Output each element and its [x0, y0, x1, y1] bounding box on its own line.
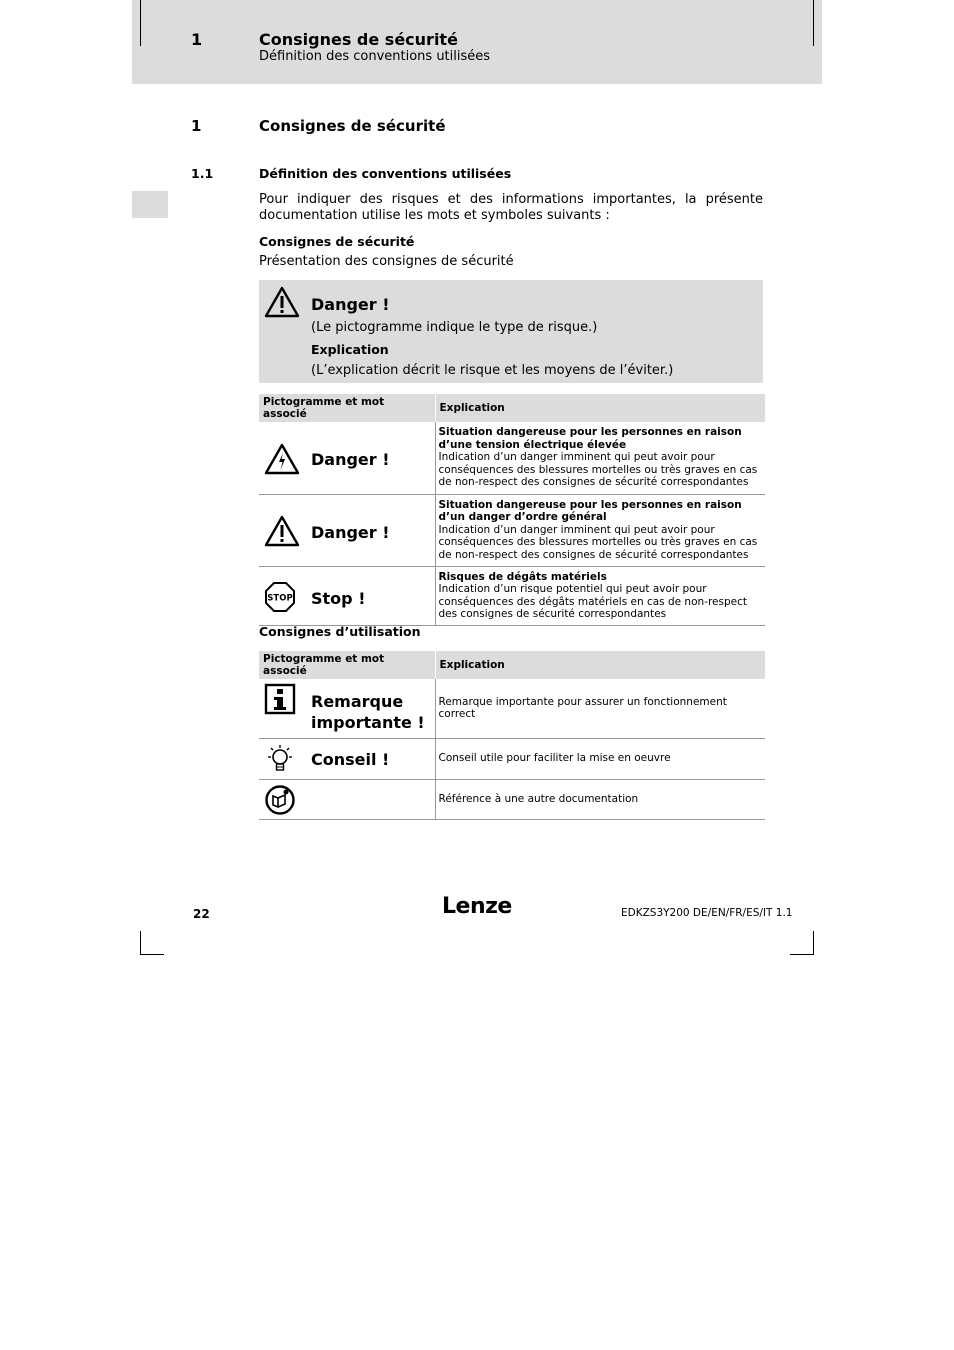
- explanation-text: Remarque importante pour assurer un fonctionnement correct: [438, 695, 727, 721]
- safety-table: [259, 394, 765, 626]
- signal-word: Stop !: [311, 588, 366, 608]
- stop-icon-label: STOP: [267, 593, 293, 603]
- crop-mark-bottom-right: [813, 931, 814, 955]
- table-row: [259, 738, 765, 779]
- signal-word: Conseil !: [311, 749, 390, 769]
- pictogram-cell: [259, 779, 435, 819]
- table-row: [259, 679, 765, 738]
- safety-presentation: Présentation des consignes de sécurité: [259, 254, 514, 269]
- crop-mark-bottom-left: [140, 954, 164, 955]
- explanation-cell: [435, 566, 765, 625]
- page-number: 22: [193, 907, 210, 921]
- general-hazard-icon: [264, 515, 300, 547]
- pictogram-cell: [259, 494, 435, 566]
- electrical-hazard-icon: [264, 443, 300, 475]
- danger-box-title: Danger !: [311, 295, 390, 314]
- lenze-logo: Lenze: [442, 894, 512, 919]
- table-row: [259, 494, 765, 566]
- pictogram-cell: [259, 422, 435, 494]
- explanation-text: Indication d’un risque potentiel qui peut avoir pour conséquences des dégâts matériels en cas de non-respect des consignes de sécurité correspondantes: [438, 583, 747, 620]
- table-row: [259, 779, 765, 819]
- explanation-cell: [435, 779, 765, 819]
- section-number: 1: [191, 117, 202, 135]
- running-header: [132, 0, 822, 84]
- header-subtitle: Définition des conventions utilisées: [259, 49, 491, 64]
- lightbulb-icon: [264, 743, 296, 775]
- safety-heading: Consignes de sécurité: [259, 234, 415, 249]
- explanation-cell: [435, 422, 765, 494]
- table-header-row: [259, 394, 765, 422]
- header-chapter-number: 1: [191, 30, 203, 49]
- column-header: Pictogramme et mot associé: [259, 651, 435, 679]
- explanation-text: Indication d’un danger imminent qui peut avoir pour conséquences des blessures mortelles ou très graves en cas de non-respect des consignes de sécurité correspondantes: [438, 523, 758, 561]
- header-chapter-title: Consignes de sécurité: [259, 30, 458, 49]
- crop-mark-top-right: [813, 0, 814, 46]
- signal-word: Danger !: [311, 522, 390, 542]
- stop-icon: [264, 581, 296, 613]
- explanation-title: Situation dangereuse pour les personnes en raison d’un danger d’ordre général: [438, 498, 742, 523]
- reference-book-icon: [264, 784, 296, 816]
- document-reference: EDKZS3Y200 DE/EN/FR/ES/IT 1.1: [621, 907, 793, 919]
- pictogram-cell: [259, 738, 435, 779]
- explanation-text: Conseil utile pour faciliter la mise en oeuvre: [438, 752, 671, 765]
- explanation-title: Situation dangereuse pour les personnes en raison d’une tension électrique élevée: [438, 426, 742, 451]
- explanation-title: Risques de dégâts matériels: [438, 570, 607, 583]
- usage-table: [259, 651, 765, 820]
- table-row: [259, 422, 765, 494]
- column-header: Explication: [435, 394, 765, 422]
- section-title: Consignes de sécurité: [259, 117, 446, 135]
- table-row: [259, 566, 765, 625]
- crop-mark-bottom-left: [140, 931, 141, 955]
- pictogram-cell: [259, 679, 435, 738]
- explanation-text: Indication d’un danger imminent qui peut avoir pour conséquences des blessures mortelles ou très graves en cas de non-respect des consignes de sécurité correspondantes: [438, 451, 758, 488]
- table-header-row: [259, 651, 765, 679]
- column-header: Pictogramme et mot associé: [259, 394, 435, 422]
- pictogram-cell: [259, 566, 435, 625]
- danger-box-label: Explication: [311, 342, 389, 357]
- signal-word: Danger !: [311, 450, 390, 469]
- subsection-title: Définition des conventions utilisées: [259, 166, 512, 181]
- danger-box-line1: (Le pictogramme indique le type de risque.): [311, 320, 598, 335]
- crop-mark-top-left: [140, 0, 141, 46]
- side-tab-marker: [132, 191, 168, 218]
- usage-heading: Consignes d’utilisation: [259, 624, 421, 639]
- subsection-number: 1.1: [191, 166, 214, 181]
- column-header: Explication: [435, 651, 765, 679]
- crop-mark-bottom-right: [790, 954, 814, 955]
- explanation-cell: [435, 679, 765, 738]
- explanation-cell: [435, 738, 765, 779]
- explanation-text: Référence à une autre documentation: [438, 792, 639, 805]
- warning-triangle-icon: [264, 286, 300, 318]
- intro-paragraph: Pour indiquer des risques et des informations importantes, la présente documentation utilise les mots et symboles suivants :: [259, 192, 763, 223]
- explanation-cell: [435, 494, 765, 566]
- signal-word: Remarque importante !: [311, 692, 425, 732]
- info-icon: [264, 683, 296, 715]
- danger-box-line2: (L’explication décrit le risque et les moyens de l’éviter.): [311, 363, 674, 378]
